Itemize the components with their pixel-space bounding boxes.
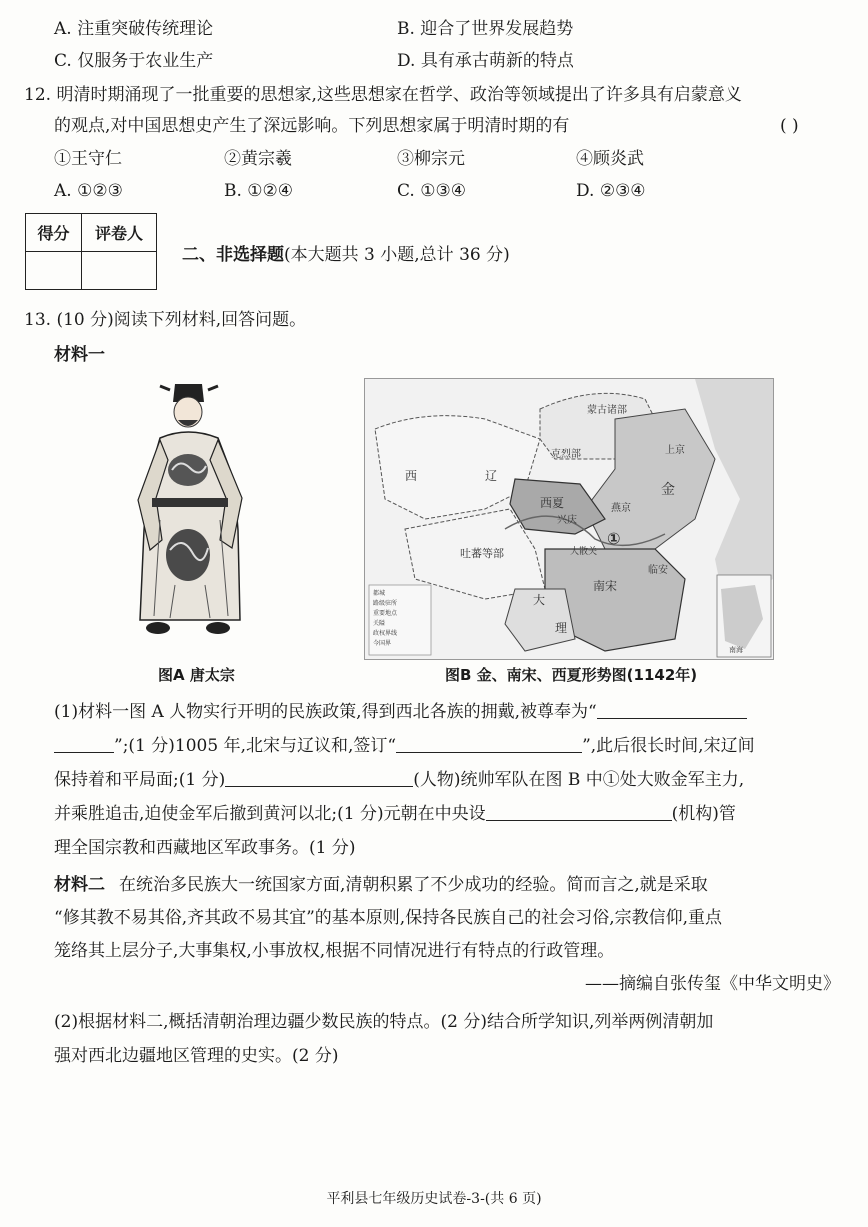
q11-option-a: A. 注重突破传统理论 — [54, 19, 214, 39]
part2-line1: (2)根据材料二,概括清朝治理边疆少数民族的特点。(2 分)结合所学知识,列举两例清朝加 — [54, 1012, 714, 1032]
q12-item-1: ①王守仁 — [54, 149, 122, 169]
legend-item: 重要地点 — [373, 610, 398, 617]
q12-answer-bracket: ( ) — [780, 116, 799, 136]
map-label-xiliao-liao: 辽 — [485, 469, 498, 483]
map-label-nansong: 南宋 — [593, 579, 618, 593]
map-label-dali-li: 理 — [555, 621, 568, 635]
fig-a-caption: 图A 唐太宗 — [158, 666, 235, 684]
score-header: 得分 — [26, 214, 82, 252]
section2-title: 二、非选择题 — [182, 245, 284, 265]
map-label-linan: 临安 — [648, 565, 668, 576]
map-label-circle-1: ① — [607, 529, 621, 548]
q11-option-b: B. 迎合了世界发展趋势 — [397, 19, 574, 39]
legend-item: 都城 — [373, 590, 386, 597]
section2-heading — [182, 240, 510, 270]
blank-honorific-title-cont[interactable] — [54, 732, 114, 753]
grader-header: 评卷人 — [82, 214, 157, 252]
score-cell[interactable] — [26, 252, 82, 290]
part1-line4 — [24, 799, 736, 829]
map-label-kelie: 克烈部 — [551, 449, 581, 460]
part1-text-2a: ”;(1 分)1005 年,北宋与辽议和,签订“ — [114, 736, 397, 756]
q12-answer-b: B. ①②④ — [224, 181, 294, 201]
material2-source: ——摘编自张传玺《中华文明史》 — [585, 974, 840, 994]
fig-b-caption: 图B 金、南宋、西夏形势图(1142年) — [445, 666, 698, 684]
legend-item: 今国界 — [373, 640, 392, 647]
legend-item: 关隘 — [373, 620, 386, 627]
material2-label: 材料二 — [54, 875, 105, 895]
grader-cell[interactable] — [82, 252, 157, 290]
part1-line5: 理全国宗教和西藏地区军政事务。(1 分) — [54, 838, 356, 858]
part1-line1 — [54, 697, 747, 727]
q12-item-2: ②黄宗羲 — [224, 149, 292, 169]
part1-text-2b: ”,此后很长时间,宋辽间 — [582, 736, 755, 756]
page-footer: 平利县七年级历史试卷-3-(共 6 页) — [326, 1191, 542, 1207]
part1-text-4a: 并乘胜追击,迫使金军后撤到黄河以北;(1 分)元朝在中央设 — [54, 804, 486, 824]
map-legend — [373, 589, 397, 649]
map-label-dasanguan: 大散关 — [570, 547, 598, 557]
map-label-yanjing: 燕京 — [611, 503, 631, 514]
blank-treaty[interactable] — [396, 732, 582, 753]
legend-item: 政权界线 — [373, 630, 398, 637]
part1-text-3b: (人物)统帅军队在图 B 中①处大败金军主力, — [413, 770, 745, 790]
blank-person[interactable] — [225, 766, 413, 787]
part1-text-3a: 保持着和平局面;(1 分) — [54, 770, 226, 790]
material2-text-1: 在统治多民族大一统国家方面,清朝积累了不少成功的经验。简而言之,就是采取 — [119, 875, 708, 895]
part2-line2: 强对西北边疆地区管理的史实。(2 分) — [54, 1046, 339, 1066]
q12-stem-line2: 的观点,对中国思想史产生了深远影响。下列思想家属于明清时期的有 — [54, 116, 570, 136]
map-label-shangjing: 上京 — [665, 445, 685, 456]
map-label-xiliao-xi: 西 — [405, 469, 418, 483]
score-table — [25, 213, 157, 290]
legend-item: 路级驻所 — [373, 600, 398, 607]
map-label-nanhai: 南海 — [729, 646, 743, 654]
section2-note: (本大题共 3 小题,总计 36 分) — [284, 245, 510, 265]
map-label-dali-da: 大 — [533, 593, 546, 607]
map-label-tubo: 吐蕃等部 — [460, 547, 504, 560]
jin-song-xixia-map — [364, 378, 774, 660]
material2-line1 — [54, 870, 708, 900]
tang-taizong-portrait-image — [120, 380, 260, 642]
q12-item-4: ④顾炎武 — [576, 149, 644, 169]
map-label-mongol: 蒙古诸部 — [587, 405, 627, 416]
material2-line3: 笼络其上层分子,大事集权,小事放权,根据不同情况进行有特点的行政管理。 — [54, 941, 615, 961]
q12-answer-d: D. ②③④ — [576, 181, 646, 201]
q12-answer-c: C. ①③④ — [397, 181, 466, 201]
blank-honorific-title[interactable] — [597, 698, 747, 719]
part1-line3 — [24, 765, 744, 795]
map-label-xingqing: 兴庆 — [557, 515, 577, 526]
q11-option-c: C. 仅服务于农业生产 — [54, 51, 214, 71]
part1-text-4b: (机构)管 — [671, 804, 736, 824]
material1-label: 材料一 — [54, 345, 105, 365]
q13-stem: 13. (10 分)阅读下列材料,回答问题。 — [24, 310, 307, 330]
q12-stem-line1: 12. 明清时期涌现了一批重要的思想家,这些思想家在哲学、政治等领域提出了许多具有启蒙意义 — [24, 85, 742, 105]
map-label-xixia: 西夏 — [540, 496, 565, 510]
material2-line2: “修其教不易其俗,齐其政不易其宜”的基本原则,保持各民族自己的社会习俗,宗教信仰,重点 — [54, 908, 722, 928]
q12-answer-a: A. ①②③ — [54, 181, 123, 201]
q12-item-3: ③柳宗元 — [397, 149, 465, 169]
part1-line2 — [24, 731, 755, 761]
blank-institution[interactable] — [486, 800, 672, 821]
part1-text-1: (1)材料一图 A 人物实行开明的民族政策,得到西北各族的拥戴,被尊奉为“ — [54, 702, 597, 722]
map-label-jin: 金 — [661, 482, 675, 498]
q11-option-d: D. 具有承古萌新的特点 — [397, 51, 574, 71]
